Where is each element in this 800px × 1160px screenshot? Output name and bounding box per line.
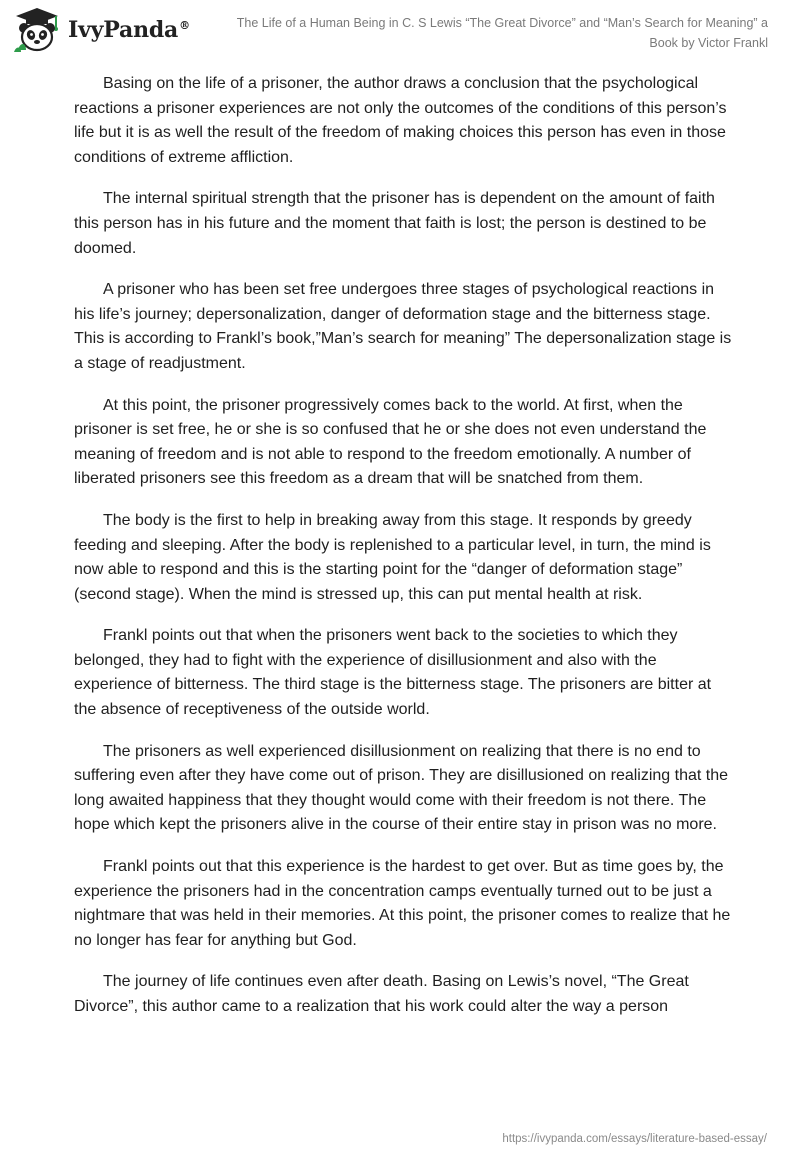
page-header xyxy=(0,0,800,70)
paragraph: The internal spiritual strength that the prisoner has is dependent on the amount of faith this person has in his future and the moment that faith is lost; the person is destined to be doomed. xyxy=(74,190,715,257)
paragraph: A prisoner who has been set free undergoes three stages of psychological reactions in his life’s journey; depersonalization, danger of deformation stage and the bitterness stage. This is according to Frankl’s book,”Man’s search for meaning” The depersonalization stage is a stage of readjustment. xyxy=(74,281,732,372)
paragraph: Basing on the life of a prisoner, the author draws a conclusion that the psychological reactions a prisoner experiences are not only the outcomes of the conditions of this person’s life but it is as well the result of the freedom of making choices this person has even in those conditions of extreme affliction. xyxy=(74,75,727,166)
source-url[interactable]: https://ivypanda.com/essays/literature-based-essay/ xyxy=(502,1133,767,1145)
ivypanda-logo[interactable] xyxy=(12,6,190,54)
paragraph: Frankl points out that when the prisoners went back to the societies to which they belonged, they had to fight with the experience of disillusionment and also with the experience of bitterness. The third stage is the bitterness stage. The prisoners are bitter at the absence of receptiveness of the outside world. xyxy=(74,627,712,719)
brand-name: IvyPanda® xyxy=(68,17,190,43)
paragraph: The journey of life continues even after death. Basing on Lewis’s novel, “The Great Divorce”, this author came to a realization that his work could alter the way a person xyxy=(74,973,689,1015)
paragraph: Frankl points out that this experience is the hardest to get over. But as time goes by, the experience the prisoners had in the concentration camps eventually turned out to be just a nightmare that was held in their memories. At this point, the prisoner comes to realize that he no longer has fear for anything but God. xyxy=(74,858,731,949)
paragraph: The body is the first to help in breaking away from this stage. It responds by greedy feeding and sleeping. After the body is replenished to a particular level, in turn, the mind is now able to respond and this is the starting point for the “danger of deformation stage” (second stage). When the mind is stressed up, this can put mental health at risk. xyxy=(74,511,711,603)
panda-graduate-icon xyxy=(12,6,62,54)
paragraph: At this point, the prisoner progressively comes back to the world. At first, when the prisoner is set free, he or she is so confused that he or she does not even understand the meaning of freedom and is not able to respond to the freedom emotionally. A number of liberated prisoners see this freedom as a dream that will be snatched from them. xyxy=(74,396,707,488)
document-title: The Life of a Human Being in C. S Lewis “The Great Divorce” and “Man’s Search for Meaning” a Book by Victor Frankl xyxy=(236,16,768,50)
essay-body xyxy=(74,72,734,1037)
paragraph: The prisoners as well experienced disillusionment on realizing that there is no end to suffering even after they have come out of prison. They are disillusioned on realizing that the long awaited happiness that they thought would come with their freedom is not there. The hope which kept the prisoners alive in the course of their entire stay in prison was no more. xyxy=(74,742,729,834)
